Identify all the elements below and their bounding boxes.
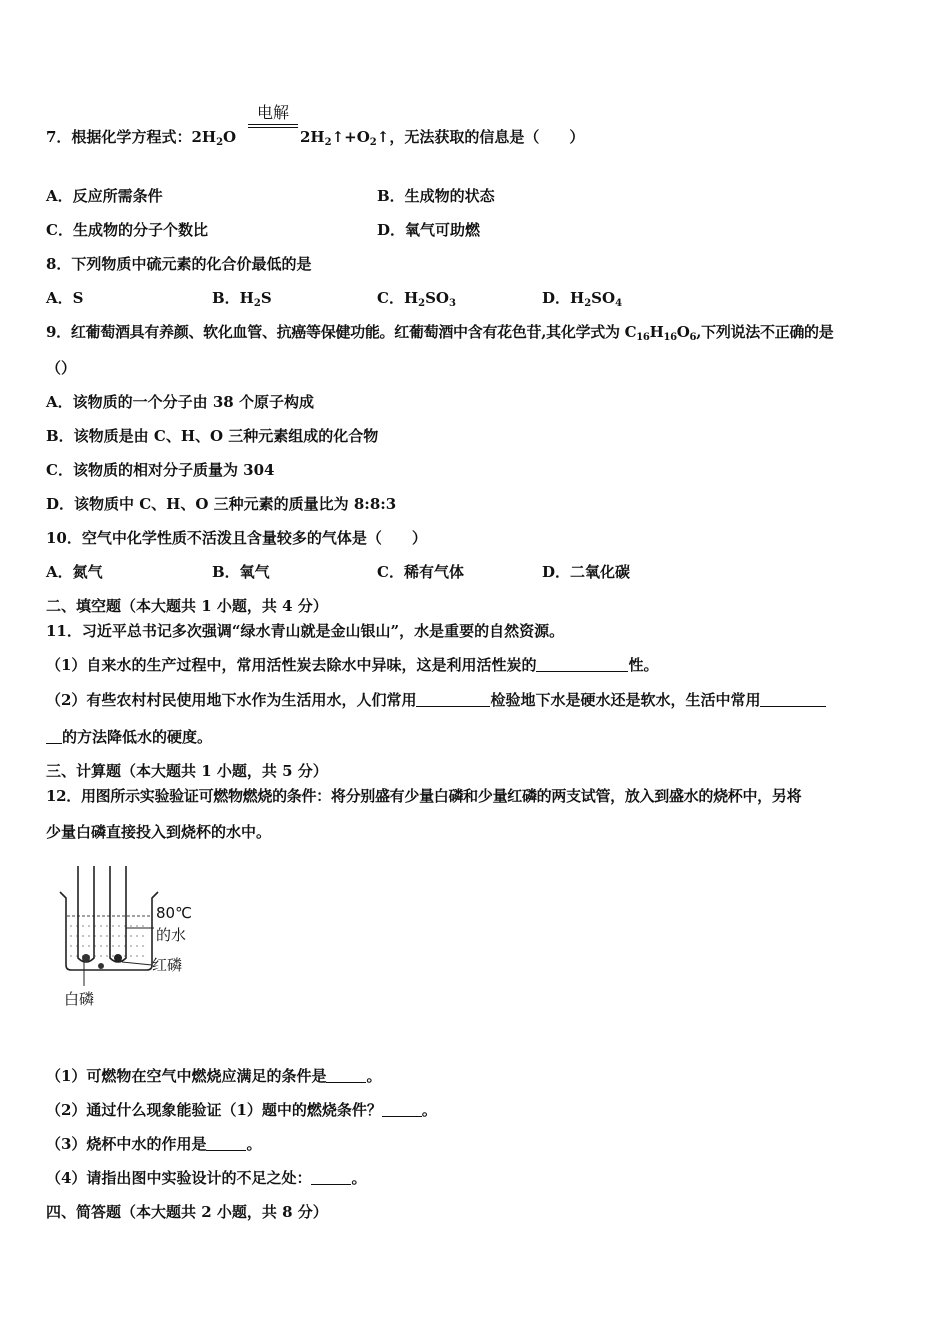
q7-option-b: B．生成物的状态 xyxy=(377,187,495,205)
q9-option-b: B．该物质是由 C、H、O 三种元素组成的化合物 xyxy=(46,427,379,445)
test-tube-right xyxy=(110,866,126,962)
q8-option-d: D．$H_2SO_4$ xyxy=(542,289,623,309)
reaction-condition: 电解 xyxy=(256,103,289,122)
q9-option-c: C．该物质的相对分子质量为 304 xyxy=(46,461,275,479)
pointer-red-phosphorus xyxy=(122,962,152,965)
q11-part-1: （1）自来水的生产过程中，常用活性炭去除水中异味，这是利用活性炭的 性。 xyxy=(46,656,659,674)
q9-option-a: A．该物质的一个分子由 38 个原子构成 xyxy=(46,393,314,411)
q12-part-2: （2）通过什么现象能验证（1）题中的燃烧条件？ 。 xyxy=(46,1101,437,1119)
q12-stem-line1: 12．用图所示实验验证可燃物燃烧的条件：将分别盛有少量白磷和少量红磷的两支试管，放入到盛水的烧杯中，另将 xyxy=(46,787,802,805)
answer-blank[interactable] xyxy=(311,1170,351,1185)
q8-option-a: A．S xyxy=(46,289,84,307)
q7-products: $2H_2↑+O_2↑$，无法获取的信息是（ ） xyxy=(300,128,585,148)
answer-blank[interactable] xyxy=(382,1102,422,1117)
q10-option-a: A．氮气 xyxy=(46,563,103,581)
answer-blank[interactable] xyxy=(536,657,628,672)
section-heading-calculation: 三、计算题（本大题共 1 小题，共 5 分） xyxy=(46,762,328,780)
beaker xyxy=(60,892,158,970)
q12-part-3: （3）烧杯中水的作用是 。 xyxy=(46,1135,262,1153)
red-phosphorus-in-tube xyxy=(114,954,122,962)
section-heading-fill-in: 二、填空题（本大题共 1 小题，共 4 分） xyxy=(46,597,328,615)
white-phosphorus-in-tube xyxy=(82,954,90,962)
q7-option-d: D．氧气可助燃 xyxy=(377,221,481,239)
label-water: 的水 xyxy=(156,926,187,944)
label-white-phosphorus: 白磷 xyxy=(64,990,95,1008)
q8-stem: 8．下列物质中硫元素的化合价最低的是 xyxy=(46,255,312,273)
answer-blank[interactable] xyxy=(416,692,490,707)
white-phosphorus-in-water xyxy=(98,963,104,969)
equation-bar-top xyxy=(248,124,298,125)
q11-stem: 11．习近平总书记多次强调“绿水青山就是金山银山”，水是重要的自然资源。 xyxy=(46,622,565,640)
q7-option-a: A．反应所需条件 xyxy=(46,187,163,205)
answer-blank[interactable] xyxy=(760,692,826,707)
q11-part-2-cont: 的方法降低水的硬度。 xyxy=(46,727,212,747)
water xyxy=(67,916,151,956)
q7-option-c: C．生成物的分子个数比 xyxy=(46,221,208,239)
label-red-phosphorus: 红磷 xyxy=(152,956,183,974)
q8-option-c: C．$H_2SO_3$ xyxy=(377,289,456,309)
q10-stem: 10．空气中化学性质不活泼且含量较多的气体是（ ） xyxy=(46,529,427,547)
q9-option-d: D．该物质中 C、H、O 三种元素的质量比为 8:8:3 xyxy=(46,495,397,513)
equation-bar-bottom xyxy=(248,127,298,128)
q7-stem: 7．根据化学方程式：$2H_2O$ xyxy=(46,128,237,148)
q11-part-2: （2）有些农村村民使用地下水作为生活用水，人们常用 检验地下水是硬水还是软水，生活中常用 xyxy=(46,690,826,710)
test-tube-left xyxy=(78,866,94,962)
answer-blank[interactable] xyxy=(46,729,62,744)
q9-stem: 9．红葡萄酒具有养颜、软化血管、抗癌等保健功能。红葡萄酒中含有花色苷,其化学式为 $C_{16}H_{16}O_6$,下列说法不正确的是 xyxy=(46,323,834,343)
section-heading-short-answer: 四、简答题（本大题共 2 小题，共 8 分） xyxy=(46,1203,328,1221)
q10-option-b: B．氧气 xyxy=(212,563,270,581)
q12-stem-line2: 少量白磷直接投入到烧杯的水中。 xyxy=(46,823,272,841)
q10-option-c: C．稀有气体 xyxy=(377,563,464,581)
q10-option-d: D．二氧化碳 xyxy=(542,563,631,581)
q8-option-b: B．$H_2S$ xyxy=(212,289,272,309)
beaker-experiment-figure xyxy=(54,862,204,1012)
q9-paren: （） xyxy=(46,359,77,377)
q12-part-4: （4）请指出图中实验设计的不足之处： 。 xyxy=(46,1169,367,1187)
answer-blank[interactable] xyxy=(326,1068,366,1083)
label-temperature: 80℃ xyxy=(156,904,192,922)
answer-blank[interactable] xyxy=(206,1136,246,1151)
q12-part-1: （1）可燃物在空气中燃烧应满足的条件是 。 xyxy=(46,1067,382,1085)
